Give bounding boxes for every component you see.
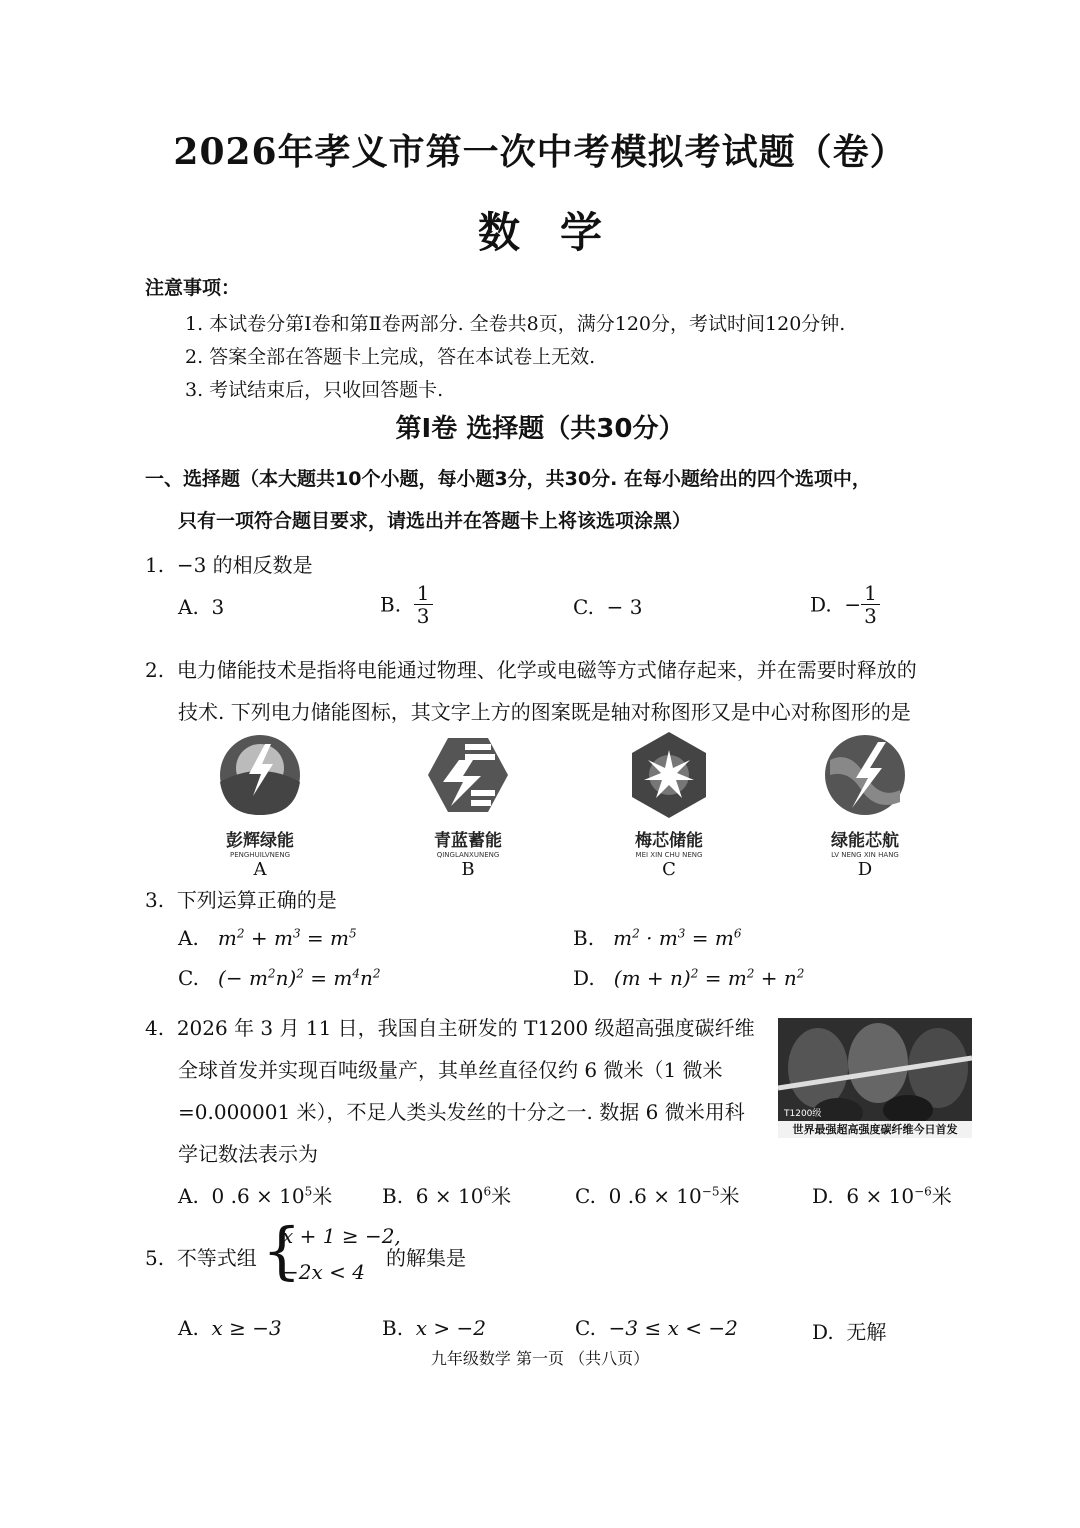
q5-option-d: D. 无解 bbox=[812, 1320, 887, 1344]
q2-stem-line1: 2. 电力储能技术是指将电能通过物理、化学或电磁等方式储存起来，并在需要时释放的 bbox=[145, 658, 917, 682]
q3-option-b: B. $m^2 \cdot m^3 = m^6$ bbox=[573, 926, 742, 950]
q1-stem: 1. −3 的相反数是 bbox=[145, 553, 313, 577]
photo-caption: 世界最强超高强度碳纤维今日首发 bbox=[778, 1121, 972, 1138]
q4-option-c: C. 0 $.6 \times 10^{-5}$米 bbox=[575, 1184, 740, 1208]
subject-title: 数学 bbox=[477, 208, 642, 257]
q3-stem: 3. 下列运算正确的是 bbox=[145, 888, 337, 912]
logo-c bbox=[614, 730, 724, 880]
q4-stem-line2: 全球首发并实现百吨级量产，其单丝直径仅约 6 微米（1 微米 bbox=[178, 1058, 723, 1082]
q4-stem-line1: 4. 2026 年 3 月 11 日，我国自主研发的 T1200 级超高强度碳纤维 bbox=[145, 1016, 755, 1040]
logo-c-name: 梅芯储能 bbox=[635, 831, 703, 851]
logo-b-graphic bbox=[423, 730, 513, 820]
notice-item-2: 2. 答案全部在答题卡上完成，答在本试卷上无效. bbox=[185, 346, 596, 368]
q3-option-c: C. (− $m^2n)^2 = m^4n^2$ bbox=[178, 966, 381, 990]
q5-option-b: B. x > −2 bbox=[382, 1316, 487, 1340]
logo-b-letter: B bbox=[461, 859, 475, 880]
q4-option-b: B. $6 \times 10^6$米 bbox=[382, 1184, 512, 1208]
q1-option-a: A. 3 bbox=[178, 595, 225, 619]
logo-a-name: 彭辉绿能 bbox=[226, 831, 294, 851]
q2-stem-line2: 技术. 下列电力储能图标，其文字上方的图案既是轴对称图形又是中心对称图形的是 bbox=[178, 700, 911, 724]
logo-a-graphic bbox=[215, 730, 305, 820]
q5-stem-suffix: 的解集是 bbox=[386, 1246, 466, 1270]
carbon-fiber-photo bbox=[778, 1018, 972, 1138]
q4-stem-line4: 学记数法表示为 bbox=[178, 1142, 318, 1166]
logo-d-pinyin: LV NENG XIN HANG bbox=[831, 851, 899, 859]
logo-d-graphic bbox=[820, 730, 910, 820]
part-instructions-line2: 只有一项符合题目要求，请选出并在答题卡上将该选项涂黑） bbox=[178, 510, 692, 532]
exam-title: 2026年孝义市第一次中考模拟考试题（卷） bbox=[173, 131, 907, 173]
logo-d-name: 绿能芯航 bbox=[831, 831, 899, 851]
notice-heading: 注意事项： bbox=[145, 277, 241, 299]
q5-option-a: A. x ≥ −3 bbox=[178, 1316, 282, 1340]
q1-option-c: C. − 3 bbox=[573, 595, 643, 619]
logo-c-graphic bbox=[624, 730, 714, 820]
q1-option-b: B. $\frac{1}{3}$ bbox=[380, 582, 433, 627]
q5-option-c: C. −3 ≤ x < −2 bbox=[575, 1316, 738, 1340]
carbon-fiber-graphic bbox=[778, 1018, 972, 1138]
notice-item-1: 1. 本试卷分第Ⅰ卷和第Ⅱ卷两部分. 全卷共8页，满分120分，考试时间120分钟. bbox=[185, 313, 846, 335]
logo-b-name: 青蓝蓄能 bbox=[434, 831, 502, 851]
part-instructions-line1: 一、选择题（本大题共10个小题，每小题3分，共30分. 在每小题给出的四个选项中， bbox=[145, 468, 871, 490]
q5-inequality-2: −2x < 4 bbox=[282, 1260, 365, 1284]
logo-a-pinyin: PENGHUILVNENG bbox=[230, 851, 290, 859]
logo-c-letter: C bbox=[662, 859, 676, 880]
photo-tag: T1200级 bbox=[784, 1109, 822, 1119]
notice-item-3: 3. 考试结束后，只收回答题卡. bbox=[185, 379, 444, 401]
logo-a-letter: A bbox=[253, 859, 267, 880]
section-title: 第Ⅰ卷 选择题（共30分） bbox=[395, 414, 685, 444]
logo-a bbox=[205, 730, 315, 880]
q3-option-d: D. $(m + n)^2 = m^2 + n^2$ bbox=[573, 966, 805, 990]
logo-b bbox=[413, 730, 523, 880]
logo-d-letter: D bbox=[857, 859, 873, 880]
q5-stem-prefix: 5. 不等式组 bbox=[145, 1246, 257, 1270]
logo-b-pinyin: QINGLANXUNENG bbox=[436, 851, 500, 859]
q3-option-a: A. $m^2 + m^3 = m^5$ bbox=[178, 926, 357, 950]
q5-brace: { bbox=[262, 1214, 302, 1287]
q4-stem-line3: =0.000001 米），不足人类头发丝的十分之一. 数据 6 微米用科 bbox=[178, 1100, 745, 1124]
page-footer: 九年级数学 第一页 （共八页） bbox=[430, 1349, 650, 1368]
q5-inequality-1: x + 1 ≥ −2, bbox=[282, 1224, 401, 1248]
logo-d bbox=[810, 730, 920, 880]
q1-option-d: D. − $\frac{1}{3}$ bbox=[810, 582, 880, 627]
q4-option-a: A. 0 $.6 \times 10^5$米 bbox=[178, 1184, 333, 1208]
logo-c-pinyin: MEI XIN CHU NENG bbox=[635, 851, 703, 859]
q4-option-d: D. $6 \times 10^{-6}$米 bbox=[812, 1184, 952, 1208]
